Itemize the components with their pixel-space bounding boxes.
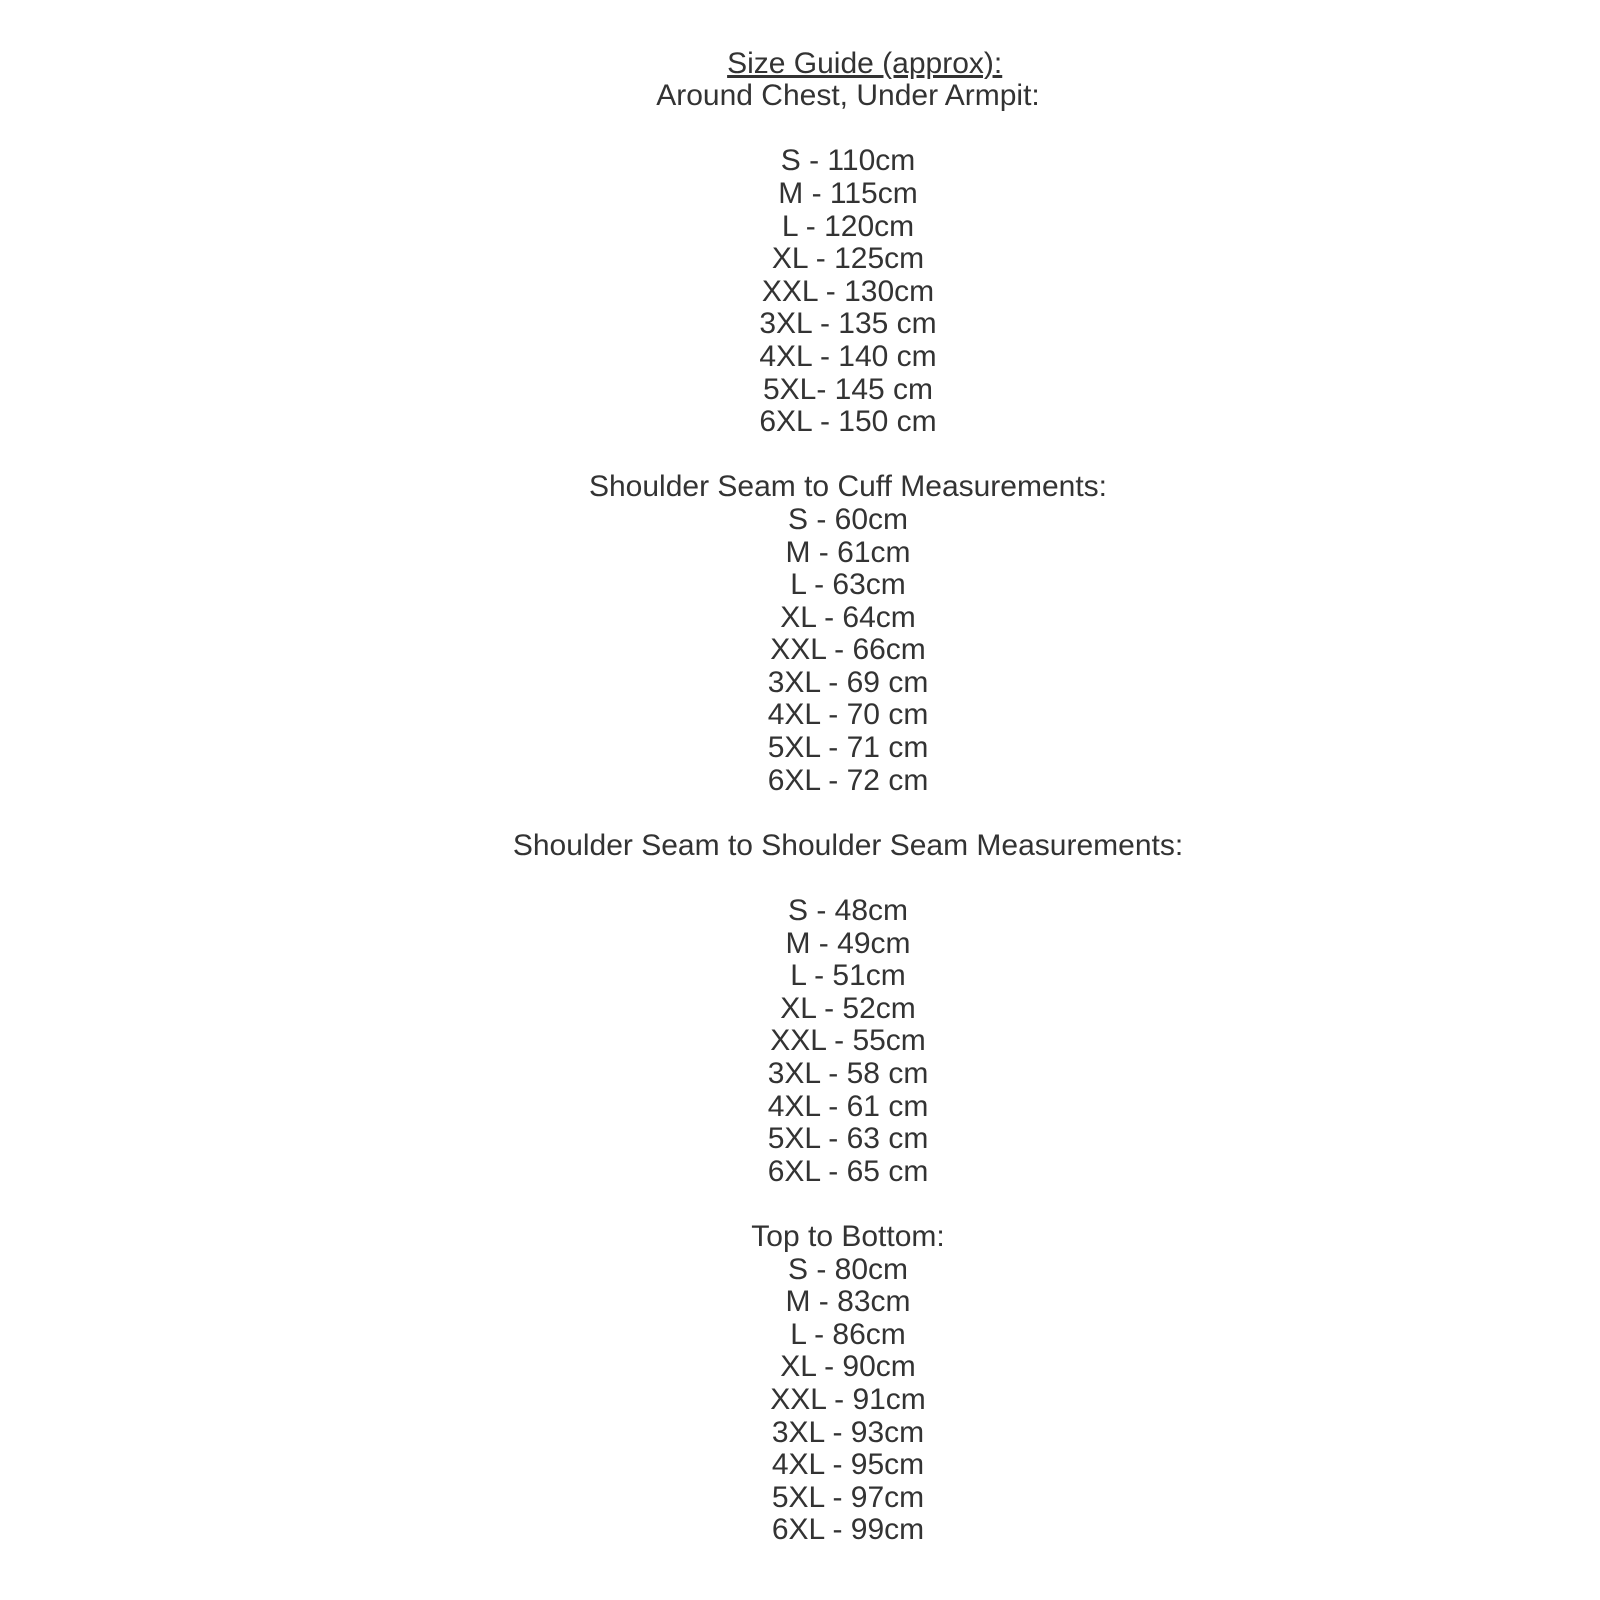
size-row: S - 110cm: [780, 144, 916, 178]
size-row: XL - 52cm: [780, 991, 916, 1025]
heading-top-to-bottom: Top to Bottom:: [751, 1219, 945, 1253]
blank-line: [96, 1188, 1600, 1221]
size-row: 4XL - 140 cm: [759, 339, 937, 373]
size-row: XXL - 91cm: [770, 1382, 926, 1416]
size-row: XL - 125cm: [771, 242, 925, 276]
size-row: 5XL- 145 cm: [762, 372, 934, 406]
page-title-text: Size Guide (approx):: [727, 46, 1003, 80]
blank-line: [96, 797, 1600, 830]
size-row: 4XL - 70 cm: [767, 698, 929, 732]
size-row: 6XL - 99cm: [771, 1513, 925, 1547]
size-row: S - 48cm: [787, 894, 909, 928]
size-row: XXL - 66cm: [770, 633, 926, 667]
size-row: XXL - 55cm: [770, 1024, 926, 1058]
size-row: 4XL - 61 cm: [767, 1089, 929, 1123]
size-row: L - 120cm: [781, 209, 915, 243]
section-shoulder-to-cuff: [96, 471, 1600, 797]
heading-around-chest: Around Chest, Under Armpit:: [656, 79, 1040, 113]
size-row: 3XL - 69 cm: [767, 665, 929, 699]
size-row: 3XL - 93cm: [771, 1415, 925, 1449]
size-row: L - 63cm: [790, 568, 906, 602]
size-row: 6XL - 150 cm: [759, 405, 937, 439]
blank-line: [96, 862, 1600, 895]
size-row: 5XL - 63 cm: [767, 1122, 929, 1156]
size-row: XL - 90cm: [780, 1350, 916, 1384]
blank-line: [96, 113, 1600, 146]
page-title: [96, 15, 1600, 80]
size-row: S - 60cm: [787, 502, 909, 536]
size-row: L - 86cm: [790, 1317, 906, 1351]
size-row: M - 49cm: [785, 926, 911, 960]
size-row: XXL - 130cm: [761, 274, 935, 308]
size-row: S - 80cm: [787, 1252, 909, 1286]
section-shoulder-to-shoulder: [96, 830, 1600, 1189]
size-row: 4XL - 95cm: [771, 1448, 925, 1482]
section-top-to-bottom: [96, 1221, 1600, 1547]
size-row: 6XL - 72 cm: [767, 763, 929, 797]
size-row: M - 83cm: [785, 1285, 911, 1319]
heading-shoulder-to-cuff: Shoulder Seam to Cuff Measurements:: [588, 470, 1108, 504]
size-row: 3XL - 58 cm: [767, 1057, 929, 1090]
size-row: 6XL - 65 cm: [767, 1154, 929, 1188]
size-row: M - 115cm: [778, 176, 918, 210]
section-around-chest: [96, 80, 1600, 439]
blank-line: [96, 439, 1600, 472]
size-row: M - 61cm: [785, 535, 911, 569]
size-row: 5XL - 71 cm: [767, 731, 929, 765]
size-row: L - 51cm: [790, 959, 906, 993]
heading-shoulder-to-shoulder: Shoulder Seam to Shoulder Seam Measurements:: [512, 828, 1184, 862]
size-row: 3XL - 135 cm: [759, 307, 937, 341]
size-row: 5XL - 97cm: [771, 1480, 925, 1514]
size-row: XL - 64cm: [780, 600, 916, 634]
